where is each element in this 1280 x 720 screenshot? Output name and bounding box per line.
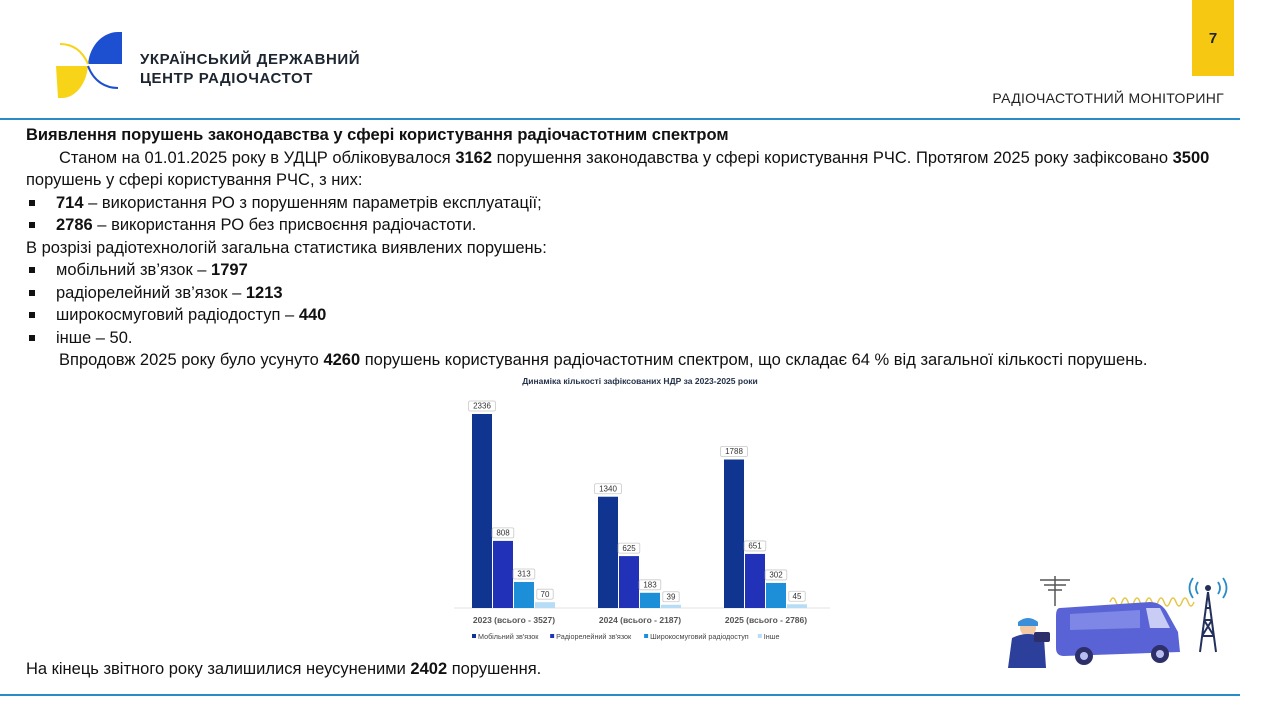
chart-bar [724,460,744,608]
list-item [26,259,1236,282]
van-icon [1056,602,1180,665]
legend-label: Інше [763,632,780,641]
chart-bar [598,497,618,608]
list-item [26,214,1236,237]
operator-icon [1008,618,1050,668]
org-name [140,50,360,88]
udcr-logo [52,30,124,100]
data-label: 625 [622,543,636,553]
list-item [26,192,1236,215]
violation-type-list [26,192,1236,237]
p3-text-c: порушень користування радіочастотним спектром, що складає 64 % від загальної кількості порушень. [360,351,1148,369]
final-num-unresolved: 2402 [410,660,448,678]
list-item-text: радіорелейний зв’язок – [56,283,246,302]
x-tick-label: 2025 (всього - 2786) [724,615,808,625]
paragraph-1 [26,147,1236,192]
org-name-line1: УКРАЇНСЬКИЙ ДЕРЖАВНИЙ [140,51,361,68]
data-label: 1788 [725,447,743,457]
org-name-line2: ЦЕНТР РАДІОЧАСТОТ [140,70,314,87]
main-content [26,124,1236,372]
monitoring-van-illustration [1000,572,1236,676]
p1-num-registered: 3162 [455,148,493,167]
data-label: 2336 [473,401,491,411]
list-item-text: мобільний зв’язок – [56,261,212,279]
chart-bar [619,556,639,608]
p3-num-resolved: 4260 [323,351,361,369]
section-title: РАДІОЧАСТОТНИЙ МОНІТОРИНГ [992,90,1224,106]
data-label: 302 [769,570,783,580]
list-item [26,304,1236,327]
list-item [26,327,1236,350]
chart-bar [493,541,513,608]
data-label: 183 [643,580,657,590]
page-number: 7 [1208,29,1218,47]
chart-bar [745,554,765,608]
p1-num-recorded: 3500 [1172,148,1210,167]
list-item-number: 714 [56,193,84,212]
legend-label: Широкосмуговий радіодоступ [650,632,749,641]
data-label: 39 [666,592,676,602]
p1-text-c: порушення законодавства у сфері користування РЧС. Протягом 2025 року зафіксовано [492,148,1173,167]
data-label: 808 [496,528,510,538]
list-item-text: інше – 50. [56,328,133,347]
legend-swatch [758,634,762,638]
chart-bar [535,602,555,608]
legend-label: Мобільний зв'язок [478,632,539,641]
violations-chart [440,370,840,650]
p1-text-e: порушень у сфері користування РЧС, з них: [26,171,363,189]
legend-label: Радіорелейний зв'язок [556,632,632,641]
p1-text-a: Станом на 01.01.2025 року в УДЦР обліковувалося [59,148,456,167]
list-item-text: широкосмуговий радіодоступ – [56,306,299,324]
page-number-badge [1192,0,1234,76]
paragraph-3 [26,349,1236,372]
legend-swatch [644,634,648,638]
paragraph-2: В розрізі радіотехнологій загальна статистика виявлених порушень: [26,238,547,257]
x-tick-label: 2024 (всього - 2187) [598,615,682,625]
legend-swatch [472,634,476,638]
content-heading: Виявлення порушень законодавства у сфері користування радіочастотним спектром [26,126,729,144]
technology-list [26,259,1236,349]
data-label: 70 [540,589,550,599]
chart-svg [440,370,840,650]
chart-bar [766,583,786,608]
chart-bar [514,582,534,608]
final-paragraph [26,660,541,679]
list-item-text: – використання РО з порушенням параметрів експлуатації; [83,193,542,212]
header-divider [0,118,1240,120]
data-label: 313 [517,569,531,579]
data-label: 45 [792,591,802,601]
legend-swatch [550,634,554,638]
data-label: 651 [748,541,762,551]
list-item-number: 1797 [211,261,248,279]
list-item-number: 1213 [245,283,283,302]
x-tick-label: 2023 (всього - 3527) [472,615,556,625]
radio-tower-icon [1190,578,1227,652]
chart-bar [472,414,492,608]
list-item-number: 2786 [56,216,93,234]
final-text-a: На кінець звітного року залишилися неусуненими [26,660,411,678]
roof-antenna-icon [1040,576,1070,606]
chart-title: Динаміка кількості зафіксованих НДР за 2023-2025 роки [522,376,758,386]
list-item-number: 440 [298,306,327,324]
chart-bar [787,604,807,608]
final-text-c: порушення. [447,660,542,678]
list-item [26,282,1236,305]
chart-bar [661,605,681,608]
footer-divider [0,694,1240,696]
chart-bar [640,593,660,608]
list-item-text: – використання РО без присвоєння радіочастоти. [92,216,477,234]
p3-text-a: Впродовж 2025 року було усунуто [59,351,324,369]
data-label: 1340 [599,484,617,494]
